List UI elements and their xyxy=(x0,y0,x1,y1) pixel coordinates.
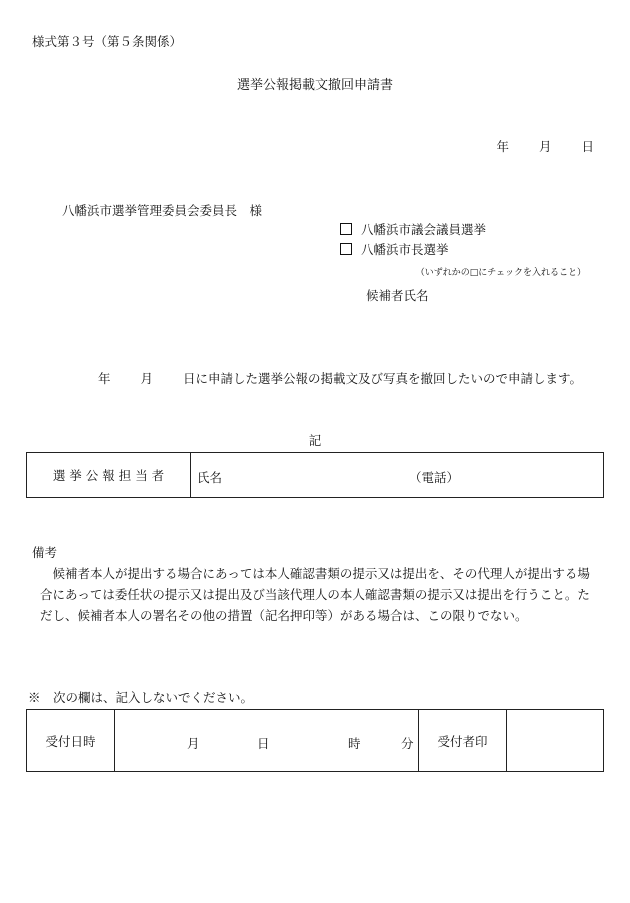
election-option-label: 八幡浜市長選挙 xyxy=(361,242,449,257)
receipt-minute-label: 分 xyxy=(401,736,414,751)
election-option-mayor[interactable] xyxy=(340,242,486,257)
contact-name-label: 氏名 xyxy=(197,470,223,485)
request-statement xyxy=(98,371,582,386)
checkbox-icon[interactable] xyxy=(340,243,352,255)
remarks-heading: 備考 xyxy=(32,545,58,560)
document-title: 選挙公報掲載文撤回申請書 xyxy=(236,78,393,93)
receipt-seal-box xyxy=(507,710,604,772)
contact-role-label: 選 挙 公 報 担 当 者 xyxy=(27,453,191,498)
request-text: 日に申請した選挙公報の掲載文及び写真を撤回したいので申請します。 xyxy=(183,371,583,386)
remarks-body: 候補者本人が提出する場合にあっては本人確認書類の提示又は提出を、その代理人が提出する場合にあっては委任状の提示又は提出及び当該代理人の本人確認書類の提示又は提出を行うこと。ただし、候補者本人の署名その他の措置（記名押印等）がある場合は、この限りでない。 xyxy=(40,566,590,623)
request-year-label: 年 xyxy=(98,371,111,386)
candidate-name-label: 候補者氏名 xyxy=(366,288,429,303)
date-day-label: 日 xyxy=(581,139,594,154)
form-number: 様式第３号（第５条関係） xyxy=(32,34,183,49)
contact-fields[interactable] xyxy=(191,453,604,498)
date-month-label: 月 xyxy=(538,139,552,154)
addressee: 八幡浜市選挙管理委員会委員長 様 xyxy=(62,203,263,218)
date-line xyxy=(496,139,594,154)
date-year-label: 年 xyxy=(496,139,509,154)
request-month-label: 月 xyxy=(140,371,154,386)
election-option-label: 八幡浜市議会議員選挙 xyxy=(361,222,487,237)
receipt-datetime-field xyxy=(115,710,419,772)
contact-phone-label: （電話） xyxy=(409,470,460,485)
receipt-day-label: 日 xyxy=(257,736,270,751)
check-instruction: （いずれかの□にチェックを入れること） xyxy=(415,268,586,278)
election-options xyxy=(340,222,486,262)
receipt-table xyxy=(26,709,604,772)
checkbox-icon[interactable] xyxy=(340,223,352,235)
contact-person-table xyxy=(26,452,604,498)
receipt-receiver-label: 受付者印 xyxy=(419,710,507,772)
receipt-hour-label: 時 xyxy=(348,736,361,751)
office-use-notice: ※ 次の欄は、記入しないでください。 xyxy=(28,690,254,705)
election-option-city-council[interactable] xyxy=(340,222,486,237)
receipt-month-label: 月 xyxy=(187,736,200,751)
receipt-datetime-label: 受付日時 xyxy=(27,710,115,772)
record-heading: 記 xyxy=(308,433,322,448)
